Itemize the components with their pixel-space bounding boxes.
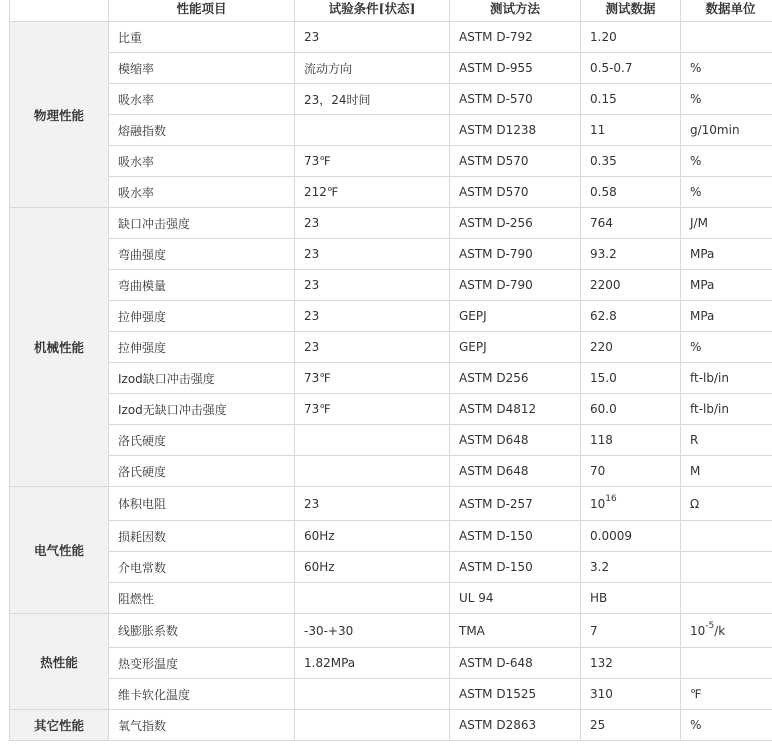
method-cell: ASTM D-790 [450,239,581,270]
condition-cell: 73℉ [295,146,450,177]
method-cell: ASTM D-150 [450,552,581,583]
value-text: 60.0 [590,402,617,416]
method-cell: TMA [450,614,581,648]
value-cell [581,270,681,301]
value-cell [581,208,681,239]
condition-cell: 23 [295,301,450,332]
table-row [10,22,772,53]
value-text: 7 [590,623,598,638]
method-cell: ASTM D-955 [450,53,581,84]
value-cell [581,394,681,425]
unit-cell [681,710,772,741]
value-text: 764 [590,216,613,230]
value-cell [581,301,681,332]
method-cell: ASTM D648 [450,425,581,456]
unit-cell [681,456,772,487]
method-cell: ASTM D1525 [450,679,581,710]
property-cell: 比重 [109,22,295,53]
property-cell: 洛氏硬度 [109,456,295,487]
condition-cell: 流动方向 [295,53,450,84]
value-text: 15.0 [590,371,617,385]
property-cell: 模缩率 [109,53,295,84]
method-cell: ASTM D256 [450,363,581,394]
value-cell [581,332,681,363]
property-cell: 洛氏硬度 [109,425,295,456]
property-cell: 维卡软化温度 [109,679,295,710]
property-cell: 拉伸强度 [109,332,295,363]
group-label: 其它性能 [10,710,109,741]
group-label: 机械性能 [10,208,109,487]
table-row [10,648,772,679]
value-cell [581,84,681,115]
condition-cell: 23，24时间 [295,84,450,115]
value-text: 0.58 [590,185,617,199]
unit-cell [681,614,772,648]
unit-cell [681,177,772,208]
property-cell: 弯曲模量 [109,270,295,301]
group-label: 热性能 [10,614,109,710]
unit-text: % [690,61,702,75]
table-row [10,679,772,710]
unit-cell [681,115,772,146]
value-cell [581,487,681,521]
unit-text: MPa [690,309,715,323]
unit-text: ft-lb/in [690,402,729,416]
value-cell [581,710,681,741]
condition-cell: 1.82MPa [295,648,450,679]
condition-cell: 23 [295,270,450,301]
property-cell: 热变形温度 [109,648,295,679]
table-row [10,456,772,487]
group-label: 物理性能 [10,22,109,208]
value-text: 0.15 [590,92,617,106]
method-cell: ASTM D1238 [450,115,581,146]
method-cell: ASTM D-150 [450,521,581,552]
unit-text: MPa [690,278,715,292]
value-text: 11 [590,123,606,137]
group-label: 电气性能 [10,487,109,614]
condition-cell: 73℉ [295,394,450,425]
value-text: 10 [590,496,606,511]
property-cell: 损耗因数 [109,521,295,552]
value-text: 0.35 [590,154,617,168]
method-cell: UL 94 [450,583,581,614]
condition-cell: 23 [295,208,450,239]
properties-table [9,0,772,741]
property-cell: 吸水率 [109,84,295,115]
value-text: 0.5-0.7 [590,61,633,75]
value-text: 62.8 [590,309,617,323]
condition-cell [295,115,450,146]
property-cell: 弯曲强度 [109,239,295,270]
method-cell: ASTM D-792 [450,22,581,53]
value-cell [581,22,681,53]
value-text: HB [590,591,608,605]
table-row [10,301,772,332]
condition-cell [295,425,450,456]
unit-cell [681,301,772,332]
table-row [10,487,772,521]
unit-cell [681,208,772,239]
property-cell: 吸水率 [109,146,295,177]
condition-cell: 60Hz [295,552,450,583]
method-cell: GEPJ [450,332,581,363]
value-cell [581,146,681,177]
value-cell [581,679,681,710]
method-cell: GEPJ [450,301,581,332]
value-text: 1.20 [590,30,617,44]
header-condition: 试验条件[状态] [295,0,450,22]
value-cell [581,614,681,648]
property-cell: 介电常数 [109,552,295,583]
unit-cell [681,53,772,84]
header-property: 性能项目 [109,0,295,22]
property-cell: Izod缺口冲击强度 [109,363,295,394]
unit-text: 10 [690,623,706,638]
value-cell [581,363,681,394]
table-row [10,710,772,741]
table-row [10,115,772,146]
unit-exponent: -5 [705,620,715,631]
table-row [10,363,772,394]
unit-cell [681,22,772,53]
method-cell: ASTM D570 [450,146,581,177]
unit-cell [681,270,772,301]
header-row [10,0,772,22]
table-row [10,239,772,270]
value-cell [581,115,681,146]
condition-cell: -30-+30 [295,614,450,648]
unit-cell [681,332,772,363]
condition-cell: 73℉ [295,363,450,394]
unit-cell [681,679,772,710]
value-text: 310 [590,687,613,701]
value-cell [581,456,681,487]
value-text: 132 [590,656,613,670]
method-cell: ASTM D-648 [450,648,581,679]
condition-cell: 23 [295,487,450,521]
table-row [10,552,772,583]
table-row [10,583,772,614]
property-cell: 阻燃性 [109,583,295,614]
value-text: 3.2 [590,560,610,574]
table-row [10,270,772,301]
value-cell [581,521,681,552]
unit-text: Ω [690,496,700,511]
table-row [10,394,772,425]
unit-cell [681,239,772,270]
value-text: 2200 [590,278,621,292]
value-cell [581,425,681,456]
unit-cell [681,648,772,679]
table-header [10,0,772,22]
table-row [10,521,772,552]
unit-text: R [690,433,699,447]
table-row [10,332,772,363]
value-exponent: 16 [605,493,617,504]
property-cell: 熔融指数 [109,115,295,146]
header-method: 测试方法 [450,0,581,22]
table-row [10,84,772,115]
unit-cell [681,552,772,583]
value-cell [581,648,681,679]
property-cell: 缺口冲击强度 [109,208,295,239]
unit-text: % [690,185,702,199]
header-group [10,0,109,22]
value-text: 25 [590,718,606,732]
condition-cell: 60Hz [295,521,450,552]
condition-cell: 23 [295,239,450,270]
unit-text: MPa [690,247,715,261]
unit-cell [681,521,772,552]
value-cell [581,552,681,583]
unit-cell [681,84,772,115]
condition-cell [295,583,450,614]
value-text: 220 [590,340,613,354]
header-unit: 数据单位 [681,0,772,22]
property-cell: 线膨胀系数 [109,614,295,648]
value-text: 93.2 [590,247,617,261]
unit-cell [681,146,772,177]
property-cell: 体积电阻 [109,487,295,521]
unit-text: % [690,92,702,106]
property-cell: 拉伸强度 [109,301,295,332]
unit-cell [681,363,772,394]
property-cell: 氧气指数 [109,710,295,741]
property-cell: 吸水率 [109,177,295,208]
condition-cell: 212℉ [295,177,450,208]
table-body [10,22,772,741]
value-text: 0.0009 [590,529,632,543]
condition-cell: 23 [295,332,450,363]
method-cell: ASTM D4812 [450,394,581,425]
table-row [10,614,772,648]
unit-cell [681,487,772,521]
condition-cell [295,710,450,741]
unit-text: g/10min [690,123,740,137]
table-row [10,425,772,456]
condition-cell: 23 [295,22,450,53]
unit-text: % [690,154,702,168]
condition-cell [295,456,450,487]
unit-text: ft-lb/in [690,371,729,385]
method-cell: ASTM D648 [450,456,581,487]
value-text: 118 [590,433,613,447]
value-cell [581,53,681,84]
table-row [10,146,772,177]
unit-cell [681,425,772,456]
table-row [10,53,772,84]
unit-text: % [690,340,702,354]
unit-text: % [690,718,702,732]
value-text: 70 [590,464,606,478]
method-cell: ASTM D-790 [450,270,581,301]
property-cell: Izod无缺口冲击强度 [109,394,295,425]
method-cell: ASTM D2863 [450,710,581,741]
method-cell: ASTM D-570 [450,84,581,115]
unit-text: J/M [690,216,708,230]
method-cell: ASTM D-257 [450,487,581,521]
unit-text: M [690,464,701,478]
value-cell [581,239,681,270]
unit-cell [681,583,772,614]
header-value: 测试数据 [581,0,681,22]
unit-text: ℉ [690,687,702,701]
table-row [10,208,772,239]
unit-suffix: /k [714,623,726,638]
method-cell: ASTM D-256 [450,208,581,239]
value-cell [581,177,681,208]
unit-cell [681,394,772,425]
method-cell: ASTM D570 [450,177,581,208]
value-cell [581,583,681,614]
condition-cell [295,679,450,710]
table-row [10,177,772,208]
